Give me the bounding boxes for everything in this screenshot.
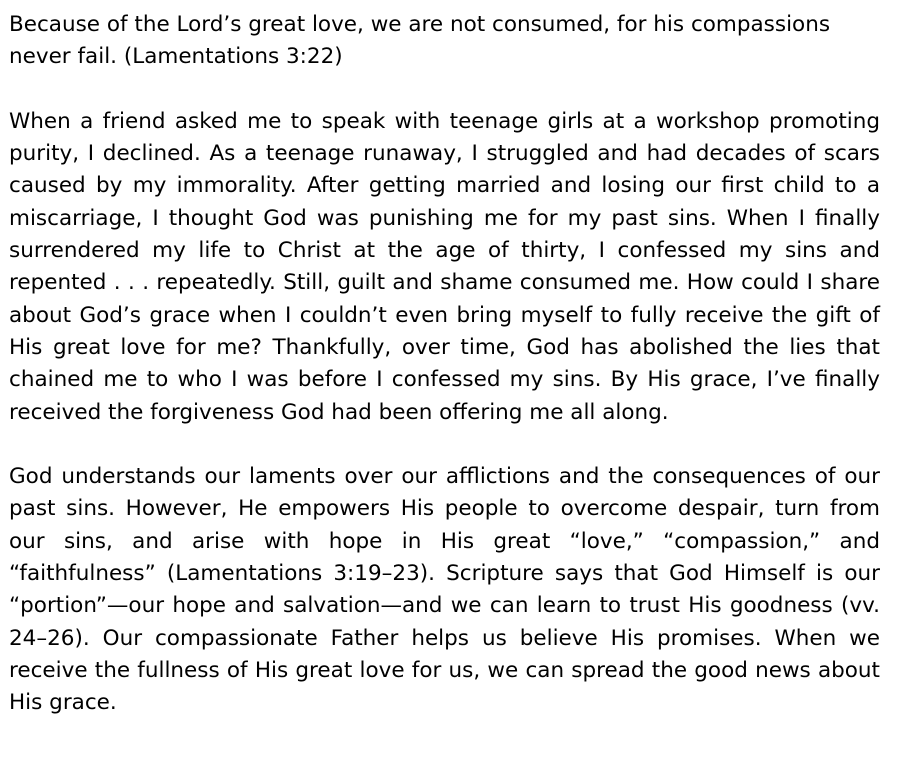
testimony-paragraph: When a friend asked me to speak with teenage girls at a workshop promoting purity, I declined. As a teenage runaway, I struggled and had decades of scars caused by my immorality. After getting married and losing our first child to a miscarriage, I thought God was punishing me for my past sins. When I finally surrendered my life to Christ at the age of thirty, I confessed my sins and repented . . . repeatedly. Still, guilt and shame consumed me. How could I share about God’s grace when I couldn’t even bring myself to fully receive the gift of His great love for me? Thankfully, over time, God has abolished the lies that chained me to who I was before I confessed my sins. By His grace, I’ve finally received the forgiveness God had been offering me all along. xyxy=(9,108,880,425)
scripture-verse-paragraph: Because of the Lord’s great love, we are not consumed, for his compassions never fail. (Lamentations 3:22) xyxy=(9,12,831,70)
reflection-paragraph: God understands our laments over our afflictions and the consequences of our past sins. However, He empowers His people to overcome despair, turn from our sins, and arise with hope in His great “love,” “compassion,” and “faithfulness” (Lamentations 3:19–23). Scripture says that God Himself is our “portion”—our hope and salvation—and we can learn to trust His goodness (vv. 24–26). Our compassionate Father helps us believe His promises. When we receive the fullness of His great love for us, we can spread the good news about His grace. xyxy=(9,464,880,716)
